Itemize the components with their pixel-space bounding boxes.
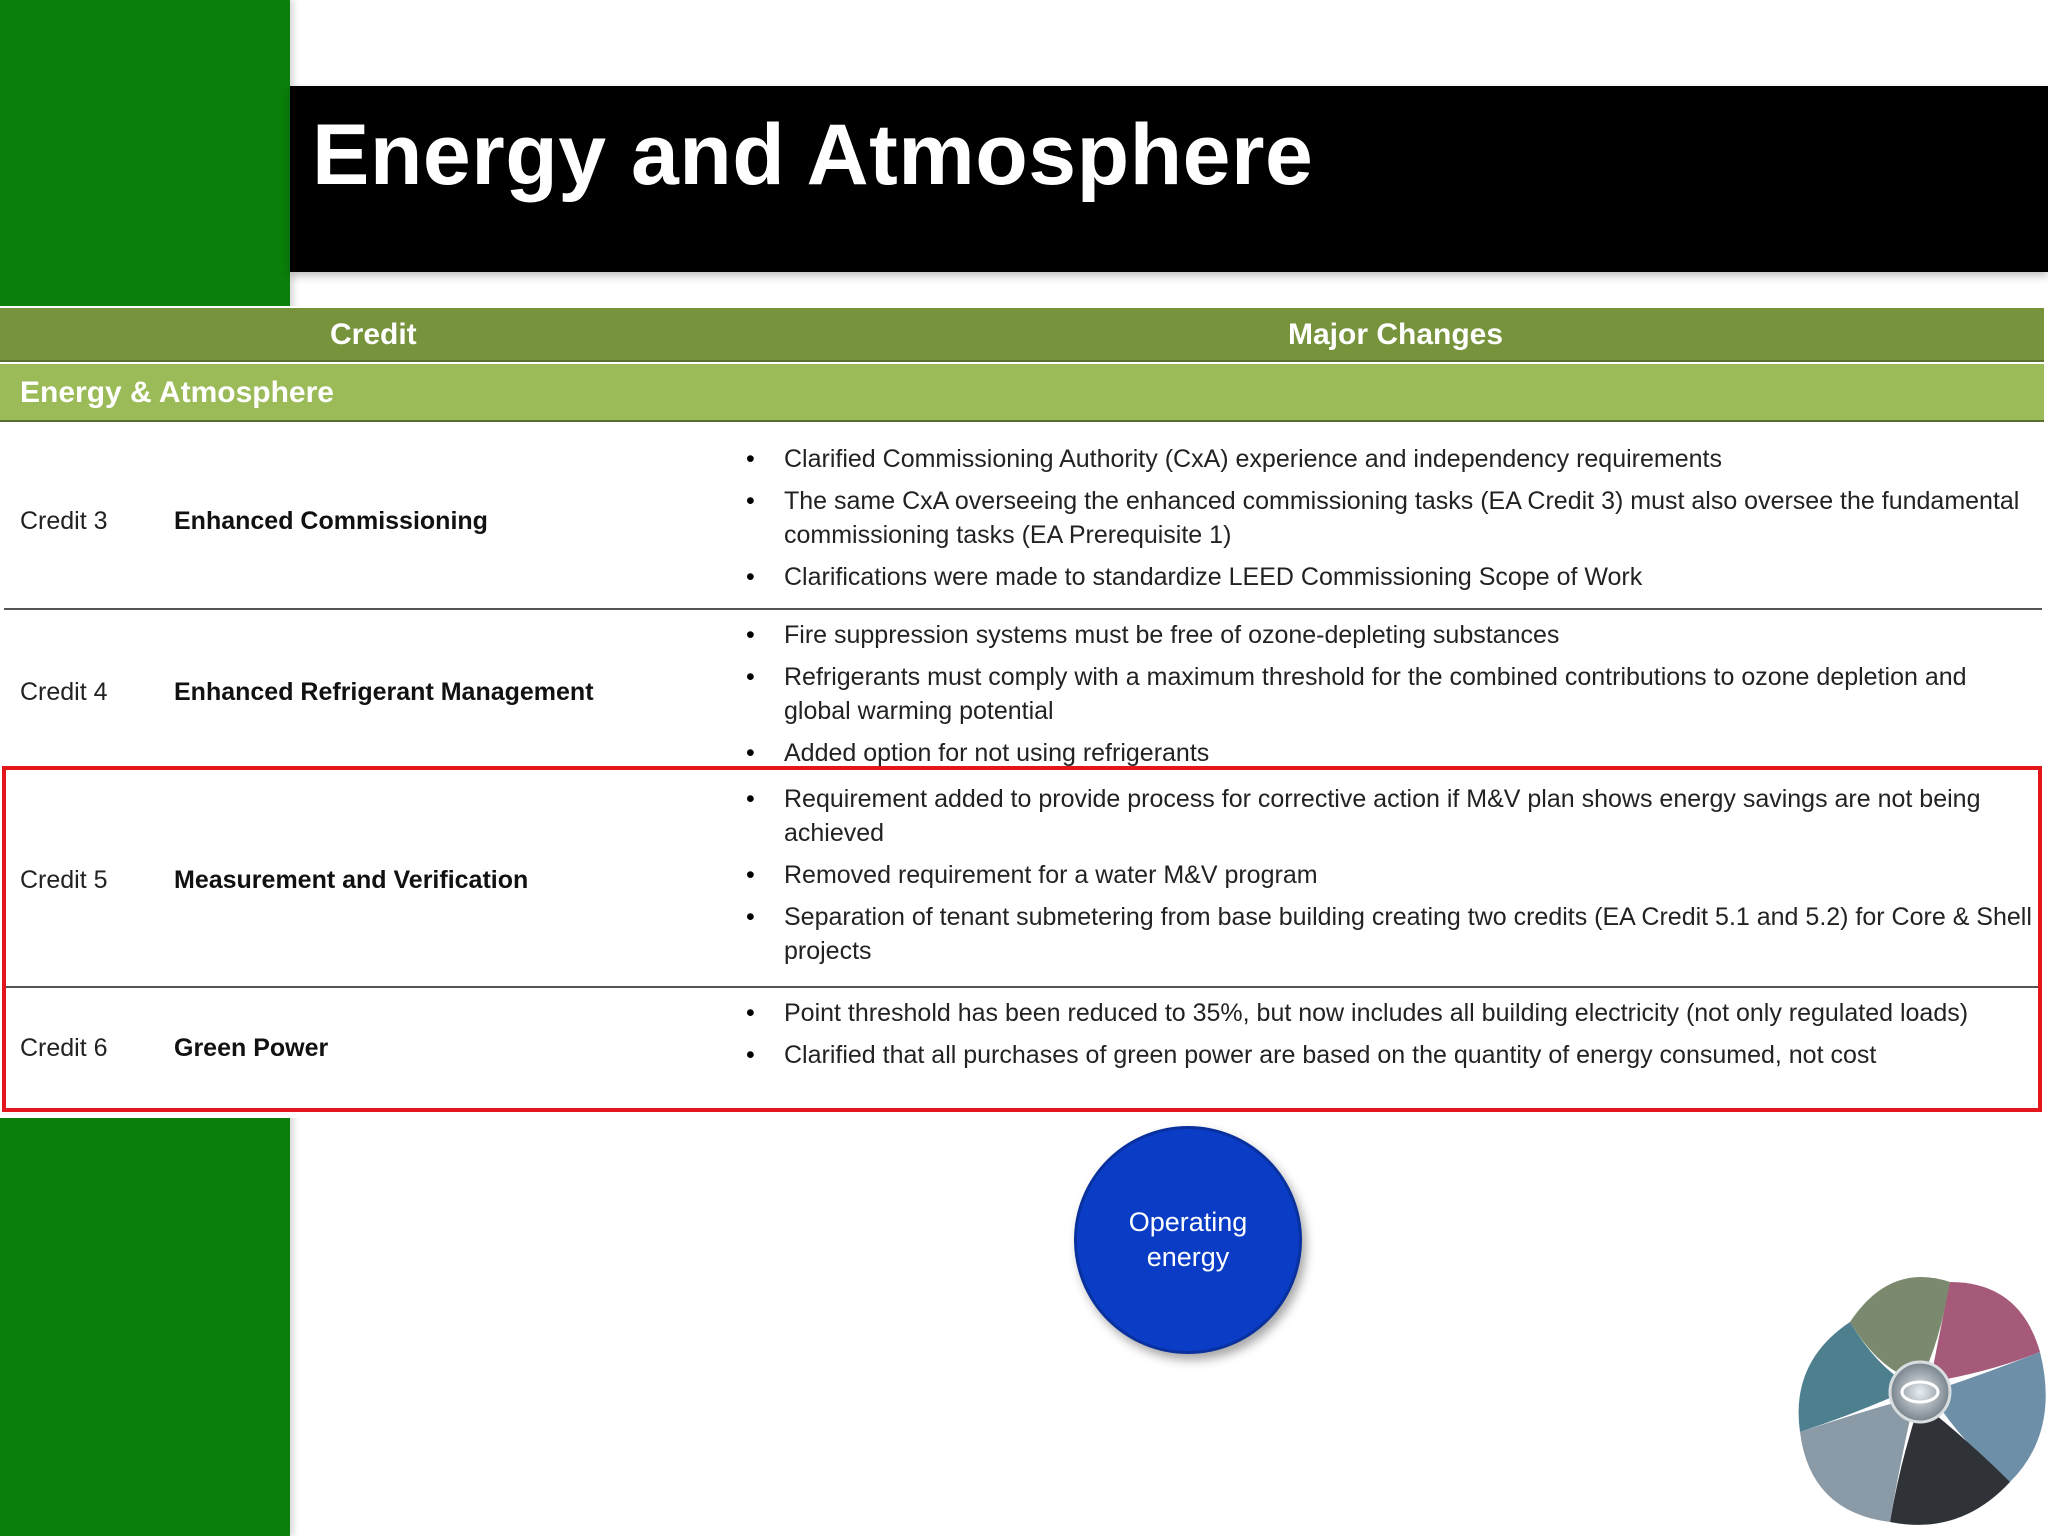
header-credit: Credit (330, 318, 417, 351)
list-item: • Added option for not using refrigerants (784, 736, 2034, 770)
credit-number: Credit 6 (20, 1034, 108, 1062)
section-row (0, 364, 2044, 422)
table-header-row (0, 308, 2044, 362)
list-item: • Clarified Commissioning Authority (CxA) experience and independency requirements (784, 442, 2034, 476)
table-row-credit-4 (4, 610, 2042, 768)
section-label: Energy & Atmosphere (20, 376, 334, 409)
circle-label: Operating energy (1128, 1206, 1248, 1272)
changes-list (784, 618, 2034, 778)
list-item: • Clarifications were made to standardize LEED Commissioning Scope of Work (784, 560, 2034, 594)
slide-title: Energy and Atmosphere (312, 107, 1314, 203)
changes-list (784, 442, 2034, 602)
credit-name: Enhanced Commissioning (174, 507, 488, 535)
credit-number: Credit 4 (20, 678, 108, 706)
list-item: • Fire suppression systems must be free of ozone-depleting substances (784, 618, 2034, 652)
credit-name: Enhanced Refrigerant Management (174, 678, 594, 706)
list-item: • The same CxA overseeing the enhanced commissioning tasks (EA Credit 3) must also oversee the fundamental commissioning tasks (EA Prerequisite 1) (784, 484, 2034, 552)
table-row-credit-3 (4, 432, 2042, 610)
list-item: • Separation of tenant submetering from base building creating two credits (EA Credit 5.1 and 5.2) for Core & Shell projects (784, 900, 2034, 968)
operating-energy-circle (1074, 1126, 1302, 1354)
highlight-box (2, 766, 2042, 1112)
credit-name: Green Power (174, 1034, 329, 1062)
list-item: • Requirement added to provide process for corrective action if M&V plan shows energy savings are not being achieved (784, 782, 2034, 850)
list-item: • Clarified that all purchases of green power are based on the quantity of energy consumed, not cost (784, 1038, 2034, 1072)
credit-name: Measurement and Verification (174, 866, 529, 894)
credit-number: Credit 3 (20, 507, 108, 535)
credit-number: Credit 5 (20, 866, 108, 894)
title-band (290, 86, 2048, 272)
credits-table (0, 306, 2048, 1118)
list-item: • Point threshold has been reduced to 35%, but now includes all building electricity (not only regulated loads) (784, 996, 2034, 1030)
list-item: • Removed requirement for a water M&V program (784, 858, 2034, 892)
header-major-changes: Major Changes (1288, 318, 1504, 351)
sustainability-collage-logo-icon (1790, 1262, 2048, 1536)
list-item: • Refrigerants must comply with a maximum threshold for the combined contributions to ozone depletion and global warming potential (784, 660, 2034, 728)
